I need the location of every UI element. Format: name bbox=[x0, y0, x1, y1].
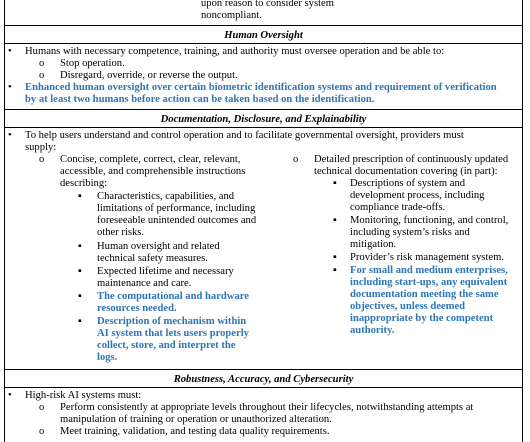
robustness-intro: High-risk AI systems must: bbox=[25, 390, 142, 401]
left-blue-item: The computational and hardware bbox=[97, 291, 249, 302]
right-item: Provider’s risk management system. bbox=[350, 252, 504, 263]
left-item: limitations of performance, including bbox=[97, 203, 256, 214]
bullet-icon: • bbox=[8, 390, 12, 401]
bullet-icon: • bbox=[8, 130, 12, 141]
right-blue-item: inappropriate by the competent bbox=[350, 313, 494, 324]
left-head: accessible, and comprehensible instructions bbox=[60, 166, 246, 177]
left-head: Concise, complete, correct, clear, relevant, bbox=[60, 154, 241, 165]
right-item: Monitoring, functioning, and control, bbox=[350, 215, 509, 226]
robustness-subitem: manipulation of training or operation or unauthorized alteration. bbox=[60, 414, 332, 425]
documentation-intro: supply: bbox=[25, 142, 57, 153]
robustness-subitem: Perform consistently at appropriate levels throughout their lifecycles, notwithstanding attempts at bbox=[60, 402, 474, 413]
oversight-intro: Humans with necessary competence, training, and authority must oversee operation and be able to: bbox=[25, 46, 445, 57]
oversight-enhanced: by at least two humans before action can be taken based on the identification. bbox=[25, 94, 375, 105]
left-blue-item: AI system that lets users properly bbox=[97, 328, 249, 339]
right-head: technical documentation covering (in part): bbox=[314, 166, 498, 177]
oversight-subitem: Disregard, override, or reverse the output. bbox=[60, 70, 238, 81]
oversight-subitem: Stop operation. bbox=[60, 58, 125, 69]
left-blue-item: resources needed. bbox=[97, 303, 177, 314]
left-item: technical safety measures. bbox=[97, 253, 208, 264]
circle-bullet-icon: o bbox=[39, 402, 45, 413]
table-rule bbox=[5, 43, 522, 44]
right-blue-item: For small and medium enterprises, bbox=[350, 265, 508, 276]
left-item: other risks. bbox=[97, 227, 145, 238]
circle-bullet-icon: o bbox=[39, 154, 45, 165]
table-rule bbox=[5, 369, 522, 370]
section-title-robustness: Robustness, Accuracy, and Cybersecurity bbox=[173, 374, 354, 385]
section-title-documentation: Documentation, Disclosure, and Explainability bbox=[160, 114, 367, 125]
robustness-subitem: Meet training, validation, and testing data quality requirements. bbox=[60, 426, 330, 437]
right-item: development process, including bbox=[350, 190, 485, 201]
documentation-intro: To help users understand and control operation and to facilitate governmental oversight, providers must bbox=[25, 130, 464, 141]
circle-bullet-icon: o bbox=[293, 154, 299, 165]
continuation-line: noncompliant. bbox=[201, 10, 262, 21]
continuation-line: upon reason to consider system bbox=[201, 0, 334, 9]
square-bullet-icon: ▪ bbox=[333, 265, 337, 276]
requirements-table bbox=[4, 0, 523, 442]
square-bullet-icon: ▪ bbox=[78, 191, 82, 202]
circle-bullet-icon: o bbox=[39, 58, 45, 69]
left-blue-item: collect, store, and interpret the bbox=[97, 340, 236, 351]
table-rule bbox=[5, 109, 522, 110]
left-item: foreseeable unintended outcomes and bbox=[97, 215, 257, 226]
left-blue-item: Description of mechanism within bbox=[97, 316, 247, 327]
right-item: Descriptions of system and bbox=[350, 178, 466, 189]
square-bullet-icon: ▪ bbox=[333, 252, 337, 263]
square-bullet-icon: ▪ bbox=[78, 291, 82, 302]
left-item: Characteristics, capabilities, and bbox=[97, 191, 235, 202]
table-rule bbox=[5, 25, 522, 26]
square-bullet-icon: ▪ bbox=[78, 266, 82, 277]
right-blue-item: documentation meeting the same bbox=[350, 289, 499, 300]
right-item: mitigation. bbox=[350, 239, 397, 250]
bullet-icon: • bbox=[8, 82, 12, 93]
right-blue-item: objectives, unless deemed bbox=[350, 301, 466, 312]
section-title-human-oversight: Human Oversight bbox=[224, 30, 303, 41]
right-item: including system’s risks and bbox=[350, 227, 470, 238]
square-bullet-icon: ▪ bbox=[333, 215, 337, 226]
left-head: describing: bbox=[60, 178, 108, 189]
square-bullet-icon: ▪ bbox=[333, 178, 337, 189]
left-item: Expected lifetime and necessary bbox=[97, 266, 234, 277]
oversight-enhanced: Enhanced human oversight over certain biometric identification systems and requirement of verification bbox=[25, 82, 497, 93]
right-item: compliance trade-offs. bbox=[350, 202, 446, 213]
right-head: Detailed prescription of continuously updated bbox=[314, 154, 509, 165]
circle-bullet-icon: o bbox=[39, 426, 45, 437]
left-item: maintenance and care. bbox=[97, 278, 192, 289]
right-blue-item: authority. bbox=[350, 325, 395, 336]
circle-bullet-icon: o bbox=[39, 70, 45, 81]
square-bullet-icon: ▪ bbox=[78, 316, 82, 327]
table-rule bbox=[5, 387, 522, 388]
table-rule bbox=[5, 127, 522, 128]
left-item: Human oversight and related bbox=[97, 241, 220, 252]
left-blue-item: logs. bbox=[97, 352, 118, 363]
right-blue-item: including start-ups, any equivalent bbox=[350, 277, 508, 288]
square-bullet-icon: ▪ bbox=[78, 241, 82, 252]
bullet-icon: • bbox=[8, 46, 12, 57]
